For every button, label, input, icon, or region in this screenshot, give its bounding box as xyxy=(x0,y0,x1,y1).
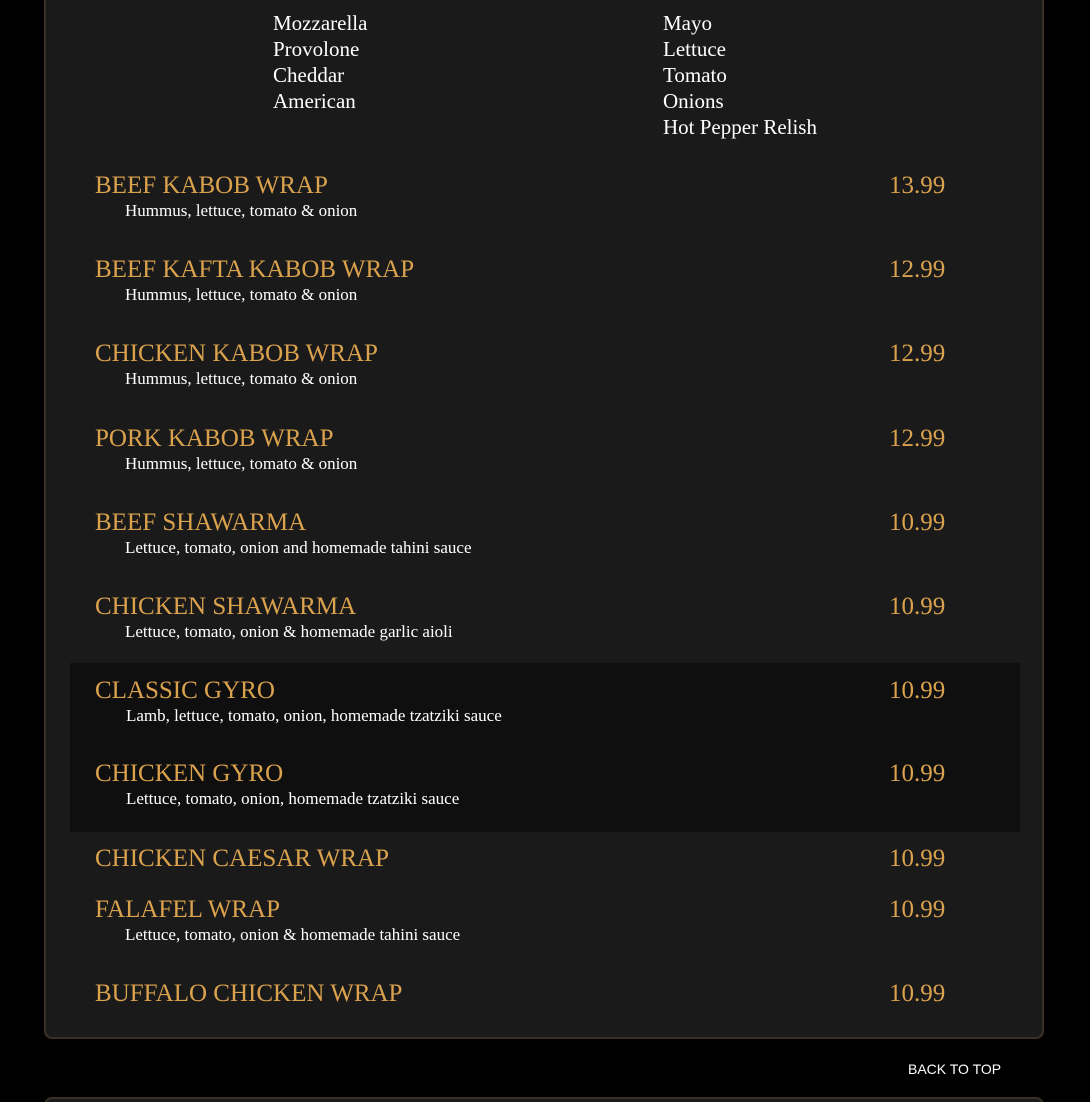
menu-item-name: CHICKEN SHAWARMA xyxy=(95,593,357,620)
menu-item-price: 13.99 xyxy=(889,172,946,199)
menu-item-name: BEEF SHAWARMA xyxy=(95,509,307,536)
cheese-option: Mozzarella xyxy=(273,11,368,35)
cheese-option: American xyxy=(273,89,356,113)
menu-item-price: 12.99 xyxy=(889,340,946,367)
menu-item-description: Lettuce, tomato, onion, homemade tzatziki sauce xyxy=(126,789,460,808)
cheese-option: Provolone xyxy=(273,37,360,61)
menu-item-description: Hummus, lettuce, tomato & onion xyxy=(125,369,358,388)
topping-options-list xyxy=(663,10,817,140)
cheese-option: Cheddar xyxy=(273,63,345,87)
menu-item-name: CHICKEN GYRO xyxy=(95,760,284,787)
menu-item-name: CHICKEN KABOB WRAP xyxy=(95,340,378,367)
topping-option: Onions xyxy=(663,89,724,113)
topping-option: Mayo xyxy=(663,11,712,35)
topping-option: Tomato xyxy=(663,63,727,87)
menu-item-name: BEEF KAFTA KABOB WRAP xyxy=(95,256,415,283)
menu-item-name: BEEF KABOB WRAP xyxy=(95,172,328,199)
menu-item-price: 12.99 xyxy=(889,256,946,283)
menu-item-name: PORK KABOB WRAP xyxy=(95,425,334,452)
menu-item-price: 10.99 xyxy=(889,760,946,787)
next-section-panel xyxy=(44,1097,1044,1102)
menu-item-description: Hummus, lettuce, tomato & onion xyxy=(125,201,358,220)
menu-item-name: BUFFALO CHICKEN WRAP xyxy=(95,980,403,1007)
menu-item-name: CLASSIC GYRO xyxy=(95,677,275,704)
menu-item-name: CHICKEN CAESAR WRAP xyxy=(95,845,390,872)
menu-item-description: Lamb, lettuce, tomato, onion, homemade tzatziki sauce xyxy=(126,706,502,725)
topping-option: Lettuce xyxy=(663,37,726,61)
menu-item-description: Lettuce, tomato, onion & homemade garlic aioli xyxy=(125,622,453,641)
menu-item-price: 10.99 xyxy=(889,593,946,620)
menu-item-description: Lettuce, tomato, onion & homemade tahini sauce xyxy=(125,925,461,944)
menu-item-price: 10.99 xyxy=(889,845,946,872)
menu-item-description: Hummus, lettuce, tomato & onion xyxy=(125,285,358,304)
menu-item-price: 10.99 xyxy=(889,896,946,923)
menu-item-description: Hummus, lettuce, tomato & onion xyxy=(125,454,358,473)
back-to-top-link[interactable]: BACK TO TOP xyxy=(908,1061,1002,1077)
menu-item-price: 10.99 xyxy=(889,980,946,1007)
menu-item-description: Lettuce, tomato, onion and homemade tahini sauce xyxy=(125,538,472,557)
menu-item-price: 12.99 xyxy=(889,425,946,452)
topping-option: Hot Pepper Relish xyxy=(663,115,817,139)
menu-item-price: 10.99 xyxy=(889,677,946,704)
cheese-options-list xyxy=(273,10,367,114)
menu-item-name: FALAFEL WRAP xyxy=(95,896,280,923)
menu-item-price: 10.99 xyxy=(889,509,946,536)
